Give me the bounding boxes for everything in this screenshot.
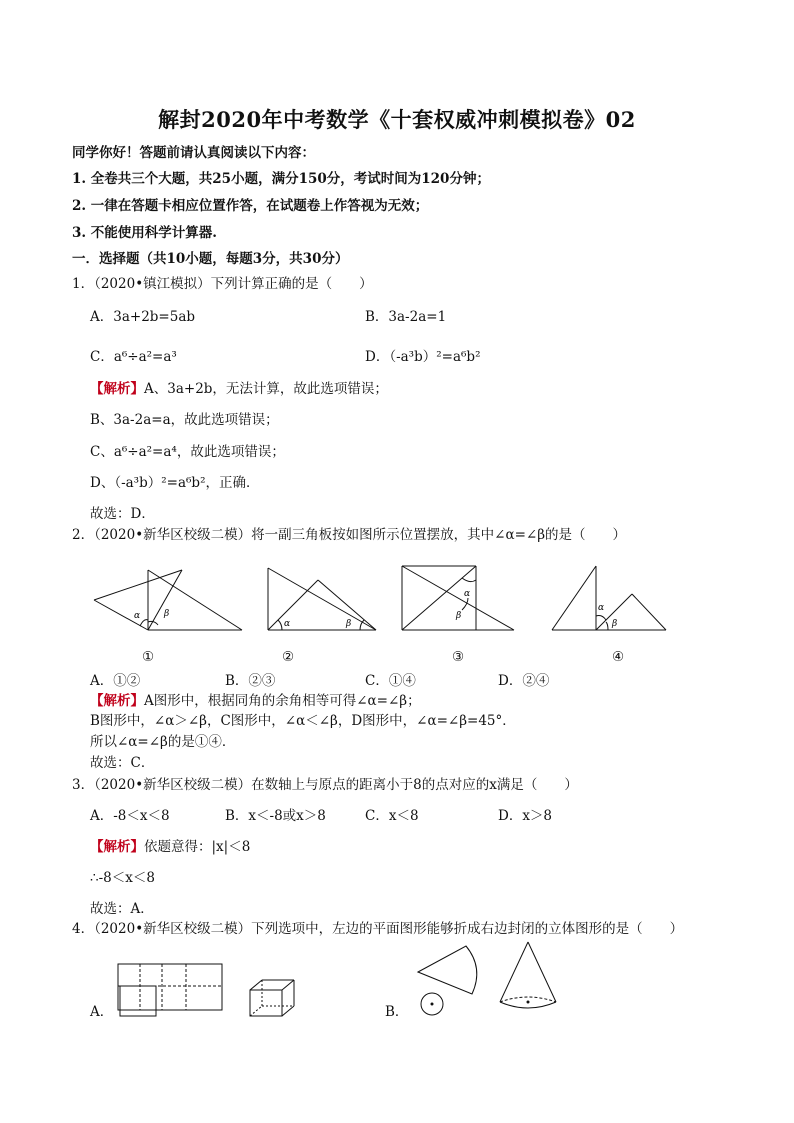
q2-solution-line-3: 所以∠α=∠β的是①④． xyxy=(90,734,236,750)
intro-rule-1: 1. 全卷共三个大题，共25小题，满分150分，考试时间为120分钟； xyxy=(72,171,490,187)
q2-option-a[interactable]: A．①② xyxy=(90,673,141,689)
q2-answer: 故选：C． xyxy=(90,755,155,771)
q3-answer: 故选：A． xyxy=(90,901,154,917)
q2-solution-line-2: B图形中，∠α＞∠β，C图形中，∠α＜∠β，D图形中，∠α=∠β=45°． xyxy=(90,713,516,729)
q1-option-d[interactable]: D．（-a³b）²=a⁶b² xyxy=(365,349,481,365)
q1-solution-line-2: B、3a-2a=a，故此选项错误； xyxy=(90,412,279,428)
q2-figure-1-label: ① xyxy=(142,649,155,665)
q3-option-d[interactable]: D．x＞8 xyxy=(498,808,553,824)
intro-rule-2: 2. 一律在答题卡相应位置作答，在试题卷上作答视为无效； xyxy=(72,198,429,214)
q3-option-c[interactable]: C．x＜8 xyxy=(365,808,419,824)
beta-label: β xyxy=(346,619,352,629)
q1-solution-line-1 xyxy=(90,380,388,398)
section-heading: 一．选择题（共10小题，每题3分，共30分） xyxy=(72,251,349,267)
beta-label: β xyxy=(164,609,170,619)
q3-stem: 3．（2020•新华区校级二模）在数轴上与原点的距离小于8的点对应的x满足（ ） xyxy=(72,777,578,793)
q2-figure-3-label: ③ xyxy=(452,649,465,665)
q1-solution-tag: 【解析】 xyxy=(90,381,144,397)
alpha-label: α xyxy=(284,619,291,629)
q1-stem: 1．（2020•镇江模拟）下列计算正确的是（ ） xyxy=(72,276,373,292)
q2-stem: 2．（2020•新华区校级二模）将一副三角板按如图所示位置摆放，其中∠α=∠β的是（ ） xyxy=(72,527,627,543)
intro-greeting: 同学你好！答题前请认真阅读以下内容： xyxy=(72,145,315,161)
q3-solution-text-1: 依题意得：|x|＜8 xyxy=(144,839,251,855)
page-title: 解封2020年中考数学《十套权威冲刺模拟卷》02 xyxy=(158,107,636,132)
q2-solution-text-1: A图形中，根据同角的余角相等可得∠α=∠β； xyxy=(144,693,421,709)
q1-solution-line-4: D、（-a³b）²=a⁶b²，正确． xyxy=(90,475,260,491)
q2-figure-2 xyxy=(262,562,382,662)
q3-solution-tag: 【解析】 xyxy=(90,839,144,855)
q4-cube-figure xyxy=(248,978,298,1018)
alpha-label: α xyxy=(598,603,605,613)
q1-answer: 故选：D． xyxy=(90,506,155,522)
q4-cone-figure xyxy=(494,940,564,1020)
q4-option-b[interactable]: B． xyxy=(385,1004,409,1020)
q2-figure-4 xyxy=(550,562,674,662)
q2-option-d[interactable]: D．②④ xyxy=(498,673,550,689)
q4-stem: 4．（2020•新华区校级二模）下列选项中，左边的平面图形能够折成右边封闭的立体图形的是（ ） xyxy=(72,921,684,937)
q1-solution-line-3: C、a⁶÷a²=a⁴，故此选项错误； xyxy=(90,444,285,460)
q4-sector-figure xyxy=(412,942,492,1018)
q2-option-b[interactable]: B．②③ xyxy=(225,673,276,689)
q2-option-c[interactable]: C．①④ xyxy=(365,673,416,689)
q1-option-c[interactable]: C．a⁶÷a²=a³ xyxy=(90,349,177,365)
q3-solution-line-2: ∴-8＜x＜8 xyxy=(90,870,155,886)
q3-solution-line-1 xyxy=(90,838,250,856)
q2-figure-2-label: ② xyxy=(282,649,295,665)
alpha-label: α xyxy=(134,611,141,621)
q2-solution-tag: 【解析】 xyxy=(90,693,144,709)
beta-label: β xyxy=(456,611,462,621)
q1-option-a[interactable]: A．3a+2b=5ab xyxy=(90,309,196,325)
q2-figure-4-label: ④ xyxy=(612,649,625,665)
q4-net-extension xyxy=(120,984,158,1024)
q1-option-b[interactable]: B．3a-2a=1 xyxy=(365,309,447,325)
q2-figure-3 xyxy=(398,562,522,662)
q2-solution-line-1 xyxy=(90,692,421,710)
alpha-label: α xyxy=(464,589,471,599)
q4-option-a[interactable]: A． xyxy=(90,1004,114,1020)
q1-solution-text-1: A、3a+2b，无法计算，故此选项错误； xyxy=(144,381,388,397)
q3-option-a[interactable]: A．-8＜x＜8 xyxy=(90,808,170,824)
q3-option-b[interactable]: B．x＜-8或x＞8 xyxy=(225,808,326,824)
beta-label: β xyxy=(612,619,618,629)
q2-figure-1 xyxy=(88,562,248,662)
intro-rule-3: 3. 不能使用科学计算器. xyxy=(72,225,217,241)
